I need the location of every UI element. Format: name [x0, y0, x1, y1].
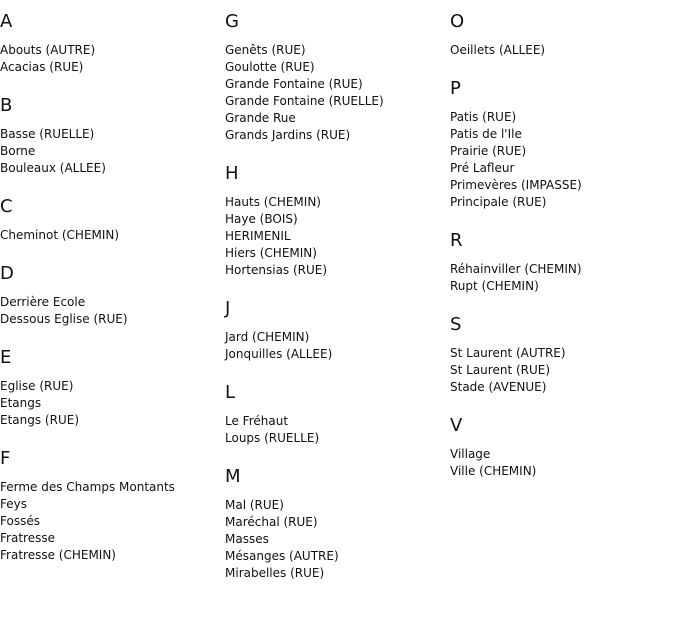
- letter-heading: E: [0, 347, 12, 368]
- letter-section: [0, 195, 225, 244]
- letter-heading: H: [225, 163, 239, 184]
- street-list-item[interactable]: St Laurent (AUTRE): [450, 346, 566, 360]
- letter-heading: O: [450, 11, 465, 32]
- street-list-item[interactable]: Cheminot (CHEMIN): [0, 228, 120, 242]
- letter-section: [0, 94, 225, 177]
- street-list-item[interactable]: Village: [450, 447, 491, 461]
- street-list-item[interactable]: Oeillets (ALLEE): [450, 43, 546, 57]
- street-list-item[interactable]: Mal (RUE): [225, 498, 284, 512]
- street-list-item[interactable]: Etangs (RUE): [0, 413, 79, 427]
- street-list: [225, 329, 450, 363]
- street-list-item[interactable]: Patis (RUE): [450, 110, 517, 124]
- letter-section: [225, 297, 450, 363]
- letter-heading: L: [225, 382, 236, 403]
- street-list: [450, 446, 675, 480]
- street-list-item[interactable]: Feys: [0, 497, 27, 511]
- street-list: [225, 413, 450, 447]
- street-list: [0, 227, 225, 244]
- letter-section: [225, 381, 450, 447]
- street-list: [450, 261, 675, 295]
- street-list-item[interactable]: Patis de l'Ile: [450, 127, 522, 141]
- letter-heading: J: [225, 298, 231, 319]
- letter-heading: A: [0, 11, 13, 32]
- street-list-item[interactable]: Grande Fontaine (RUE): [225, 77, 363, 91]
- letter-section: [450, 313, 675, 396]
- letter-section: [450, 10, 675, 59]
- letter-section: [0, 262, 225, 328]
- street-list-item[interactable]: Derrière Ecole: [0, 295, 86, 309]
- street-list: [0, 294, 225, 328]
- street-list-item[interactable]: Jonquilles (ALLEE): [225, 347, 333, 361]
- street-list-item[interactable]: Etangs: [0, 396, 42, 410]
- letter-heading: G: [225, 11, 239, 32]
- letter-heading: S: [450, 314, 462, 335]
- street-list-item[interactable]: Prairie (RUE): [450, 144, 527, 158]
- letter-heading: R: [450, 230, 463, 251]
- street-list-item[interactable]: Loups (RUELLE): [225, 431, 320, 445]
- street-list-item[interactable]: Hauts (CHEMIN): [225, 195, 321, 209]
- street-list-item[interactable]: Grands Jardins (RUE): [225, 128, 351, 142]
- street-list: [0, 126, 225, 177]
- letter-section: [225, 10, 450, 144]
- street-list-item[interactable]: Jard (CHEMIN): [225, 330, 310, 344]
- street-list-item[interactable]: Primevères (IMPASSE): [450, 178, 582, 192]
- street-list: [0, 378, 225, 429]
- street-list-item[interactable]: Hiers (CHEMIN): [225, 246, 317, 260]
- street-list-item[interactable]: Borne: [0, 144, 36, 158]
- street-list-item[interactable]: Pré Lafleur: [450, 161, 515, 175]
- letter-section: [225, 465, 450, 582]
- street-list-item[interactable]: Maréchal (RUE): [225, 515, 318, 529]
- street-list-item[interactable]: Le Fréhaut: [225, 414, 289, 428]
- street-list-item[interactable]: Grande Rue: [225, 111, 296, 125]
- letter-section: [450, 414, 675, 480]
- letter-heading: F: [0, 448, 11, 469]
- street-list-item[interactable]: Basse (RUELLE): [0, 127, 95, 141]
- street-list: [225, 194, 450, 279]
- street-list-item[interactable]: Hortensias (RUE): [225, 263, 328, 277]
- letter-section: [225, 162, 450, 279]
- street-list-item[interactable]: Fratresse (CHEMIN): [0, 548, 116, 562]
- street-list-item[interactable]: Ferme des Champs Montants: [0, 480, 175, 494]
- street-index-column-3: [450, 0, 675, 498]
- letter-section: [0, 10, 225, 76]
- street-list-item[interactable]: Abouts (AUTRE): [0, 43, 96, 57]
- letter-heading: M: [225, 466, 241, 487]
- letter-heading: B: [0, 95, 13, 116]
- street-list-item[interactable]: HERIMENIL: [225, 229, 291, 243]
- street-index-column-2: [225, 0, 450, 600]
- letter-section: [450, 77, 675, 211]
- street-list-item[interactable]: Eglise (RUE): [0, 379, 74, 393]
- street-list-item[interactable]: Haye (BOIS): [225, 212, 298, 226]
- street-list: [0, 479, 225, 564]
- letter-heading: P: [450, 78, 461, 99]
- street-list-item[interactable]: Mésanges (AUTRE): [225, 549, 339, 563]
- street-list: [0, 42, 225, 76]
- street-list-item[interactable]: Bouleaux (ALLEE): [0, 161, 106, 175]
- street-list-item[interactable]: Stade (AVENUE): [450, 380, 547, 394]
- letter-section: [0, 447, 225, 564]
- street-list-item[interactable]: Principale (RUE): [450, 195, 547, 209]
- street-list-item[interactable]: St Laurent (RUE): [450, 363, 551, 377]
- letter-heading: C: [0, 196, 13, 217]
- street-list-item[interactable]: Acacias (RUE): [0, 60, 84, 74]
- street-list: [225, 42, 450, 144]
- street-list-item[interactable]: Fossés: [0, 514, 40, 528]
- letter-heading: D: [0, 263, 14, 284]
- street-list-item[interactable]: Masses: [225, 532, 269, 546]
- street-list-item[interactable]: Grande Fontaine (RUELLE): [225, 94, 384, 108]
- street-index-column-1: [0, 0, 225, 582]
- street-list-item[interactable]: Ville (CHEMIN): [450, 464, 537, 478]
- letter-section: [450, 229, 675, 295]
- street-list-item[interactable]: Genêts (RUE): [225, 43, 306, 57]
- street-list-item[interactable]: Dessous Eglise (RUE): [0, 312, 128, 326]
- street-list-item[interactable]: Rupt (CHEMIN): [450, 279, 539, 293]
- street-list-item[interactable]: Mirabelles (RUE): [225, 566, 325, 580]
- letter-heading: V: [450, 415, 463, 436]
- letter-section: [0, 346, 225, 429]
- street-list-item[interactable]: Réhainviller (CHEMIN): [450, 262, 582, 276]
- street-list: [450, 109, 675, 211]
- street-list-item[interactable]: Fratresse: [0, 531, 55, 545]
- street-list: [450, 345, 675, 396]
- street-list: [225, 497, 450, 582]
- street-list: [450, 42, 675, 59]
- street-list-item[interactable]: Goulotte (RUE): [225, 60, 315, 74]
